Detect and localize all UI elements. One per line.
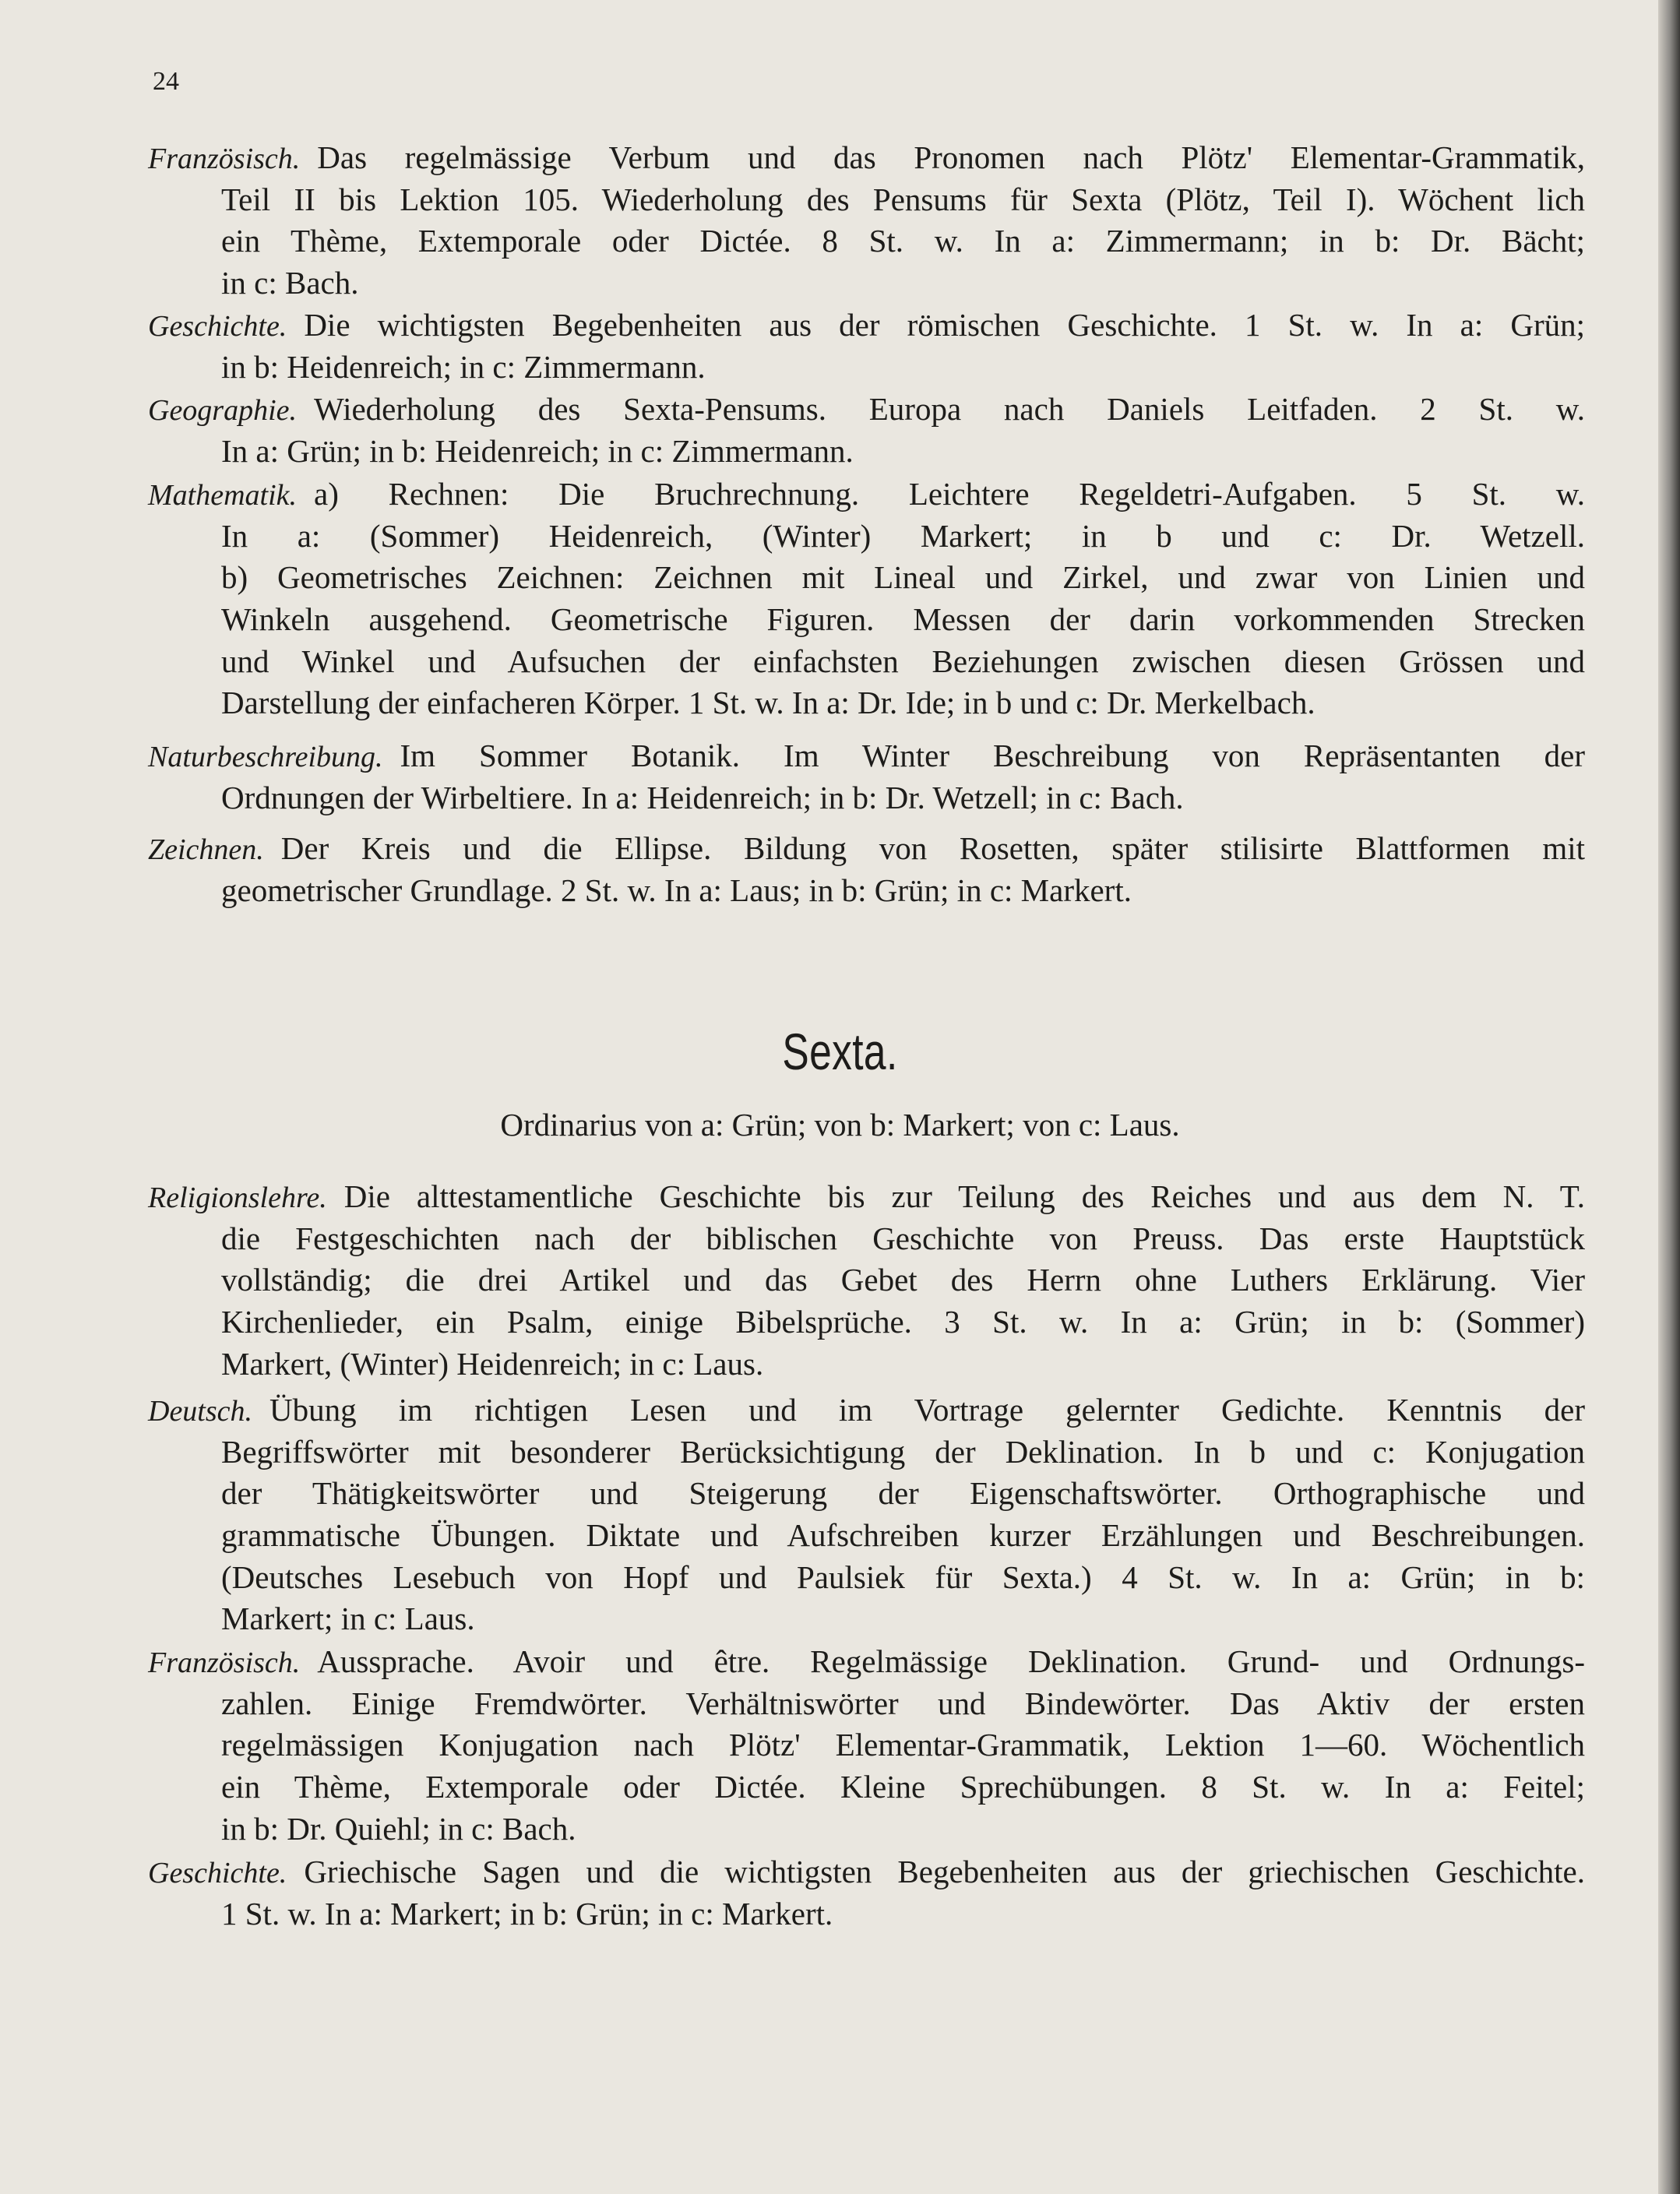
section-naturbeschreibung-quinta <box>148 735 1585 819</box>
text-line: (Deutsches Lesebuch von Hopf und Paulsiek für Sexta.) 4 St. w. In a: Grün; in b: <box>221 1558 1585 1595</box>
text-line: die Festgeschichten nach der biblischen Geschichte von Preuss. Das erste Hauptstück <box>221 1220 1585 1256</box>
text-line: 1 St. w. In a: Markert; in b: Grün; in c: Markert. <box>221 1895 833 1932</box>
text-line: der Thätigkeitswörter und Steigerung der Eigenschaftswörter. Orthographische und <box>221 1475 1585 1512</box>
text-line: in b: Dr. Quiehl; in c: Bach. <box>221 1810 576 1847</box>
text-line: ein Thème, Extemporale oder Dictée. Kleine Sprechübungen. 8 St. w. In a: Feitel; <box>221 1769 1585 1805</box>
section-heading-sexta: Sexta. <box>782 1023 898 1080</box>
text-line: a) Rechnen: Die Bruchrechnung. Leichtere Regeldetri-Aufgaben. 5 St. w. <box>314 476 1585 512</box>
section-religionslehre <box>148 1176 1585 1385</box>
subject-label: Geschichte. <box>148 1857 287 1889</box>
page-edge-shadow <box>1658 0 1680 2194</box>
text-line: Die wichtigsten Begebenheiten aus der römischen Geschichte. 1 St. w. In a: Grün; <box>304 307 1585 343</box>
text-line: Aussprache. Avoir und être. Regelmässige Deklination. Grund- und Ordnungs- <box>317 1643 1585 1679</box>
subject-label: Französisch. <box>148 1646 301 1679</box>
text-line: Markert; in c: Laus. <box>221 1601 475 1637</box>
subject-label: Geographie. <box>148 394 298 427</box>
text-line: geometrischer Grundlage. 2 St. w. In a: Laus; in b: Grün; in c: Markert. <box>221 872 1132 908</box>
text-line: Ordnungen der Wirbeltiere. In a: Heidenreich; in b: Dr. Wetzell; in c: Bach. <box>221 779 1184 815</box>
text-line: Übung im richtigen Lesen und im Vortrage gelernter Gedichte. Kenntnis der <box>269 1392 1585 1428</box>
text-line: Darstellung der einfacheren Körper. 1 St. w. In a: Dr. Ide; in b und c: Dr. Merkelbach. <box>221 685 1315 721</box>
text-line: Markert, (Winter) Heidenreich; in c: Laus. <box>221 1345 764 1382</box>
text-line: Teil II bis Lektion 105. Wiederholung des Pensums für Sexta (Plötz, Teil I). Wöchent lich <box>221 181 1585 217</box>
text-line: Das regelmässige Verbum und das Pronomen nach Plötz' Elementar-Grammatik, <box>317 139 1585 175</box>
text-line: zahlen. Einige Fremdwörter. Verhältniswörter und Bindewörter. Das Aktiv der ersten <box>221 1685 1585 1721</box>
page-number: 24 <box>153 67 179 96</box>
text-line: Begriffswörter mit besonderer Berücksichtigung der Deklination. In b und c: Konjugation <box>221 1433 1585 1470</box>
section-mathematik-quinta <box>148 474 1585 724</box>
text-line: in c: Bach. <box>221 265 359 301</box>
text-line: Winkeln ausgehend. Geometrische Figuren. Messen der darin vorkommenden Strecken <box>221 601 1585 638</box>
text-line: Die alttestamentliche Geschichte bis zur Teilung des Reiches und aus dem N. T. <box>343 1178 1585 1214</box>
text-line: In a: Grün; in b: Heidenreich; in c: Zimmermann. <box>221 432 854 469</box>
text-line: in b: Heidenreich; in c: Zimmermann. <box>221 348 706 385</box>
text-line: und Winkel und Aufsuchen der einfachsten Beziehungen zwischen diesen Grössen und <box>221 643 1585 679</box>
section-franzoesisch-quinta <box>148 137 1585 305</box>
text-line: Im Sommer Botanik. Im Winter Beschreibung von Repräsentanten der <box>400 738 1585 773</box>
text-line: Der Kreis und die Ellipse. Bildung von Rosetten, später stilisirte Blattformen mit <box>280 830 1585 866</box>
subject-label: Französisch. <box>148 143 301 175</box>
section-zeichnen-quinta <box>148 828 1585 911</box>
section-geschichte-quinta <box>148 305 1585 388</box>
section-franzoesisch-sexta <box>148 1641 1585 1850</box>
text-line: vollständig; die drei Artikel und das Gebet des Herrn ohne Luthers Erklärung. Vier <box>221 1262 1585 1298</box>
subject-label: Naturbeschreibung. <box>148 741 383 773</box>
subject-label: Geschichte. <box>148 310 287 343</box>
subject-label: Mathematik. <box>148 479 298 512</box>
text-line: Wiederholung des Sexta-Pensums. Europa nach Daniels Leitfaden. 2 St. w. <box>314 391 1585 427</box>
ordinarius-line: Ordinarius von a: Grün; von b: Markert; von c: Laus. <box>500 1107 1180 1143</box>
text-line: Griechische Sagen und die wichtigsten Begebenheiten aus der griechischen Geschichte. <box>304 1854 1585 1889</box>
subject-label: Religionslehre. <box>148 1182 327 1214</box>
section-deutsch <box>148 1389 1585 1640</box>
section-geographie-quinta <box>148 389 1585 472</box>
subject-label: Zeichnen. <box>148 833 264 866</box>
text-line: grammatische Übungen. Diktate und Aufschreiben kurzer Erzählungen und Beschreibungen. <box>221 1517 1585 1554</box>
subject-label: Deutsch. <box>148 1395 253 1428</box>
text-line: ein Thème, Extemporale oder Dictée. 8 St. w. In a: Zimmermann; in b: Dr. Bächt; <box>221 223 1585 259</box>
text-line: In a: (Sommer) Heidenreich, (Winter) Markert; in b und c: Dr. Wetzell. <box>221 517 1585 554</box>
section-geschichte-sexta <box>148 1851 1585 1935</box>
text-line: regelmässigen Konjugation nach Plötz' Elementar-Grammatik, Lektion 1—60. Wöchentlich <box>221 1727 1585 1763</box>
text-line: Kirchenlieder, ein Psalm, einige Bibelsprüche. 3 St. w. In a: Grün; in b: (Sommer) <box>221 1304 1585 1340</box>
text-line: b) Geometrisches Zeichnen: Zeichnen mit Lineal und Zirkel, und zwar von Linien und <box>221 559 1585 596</box>
